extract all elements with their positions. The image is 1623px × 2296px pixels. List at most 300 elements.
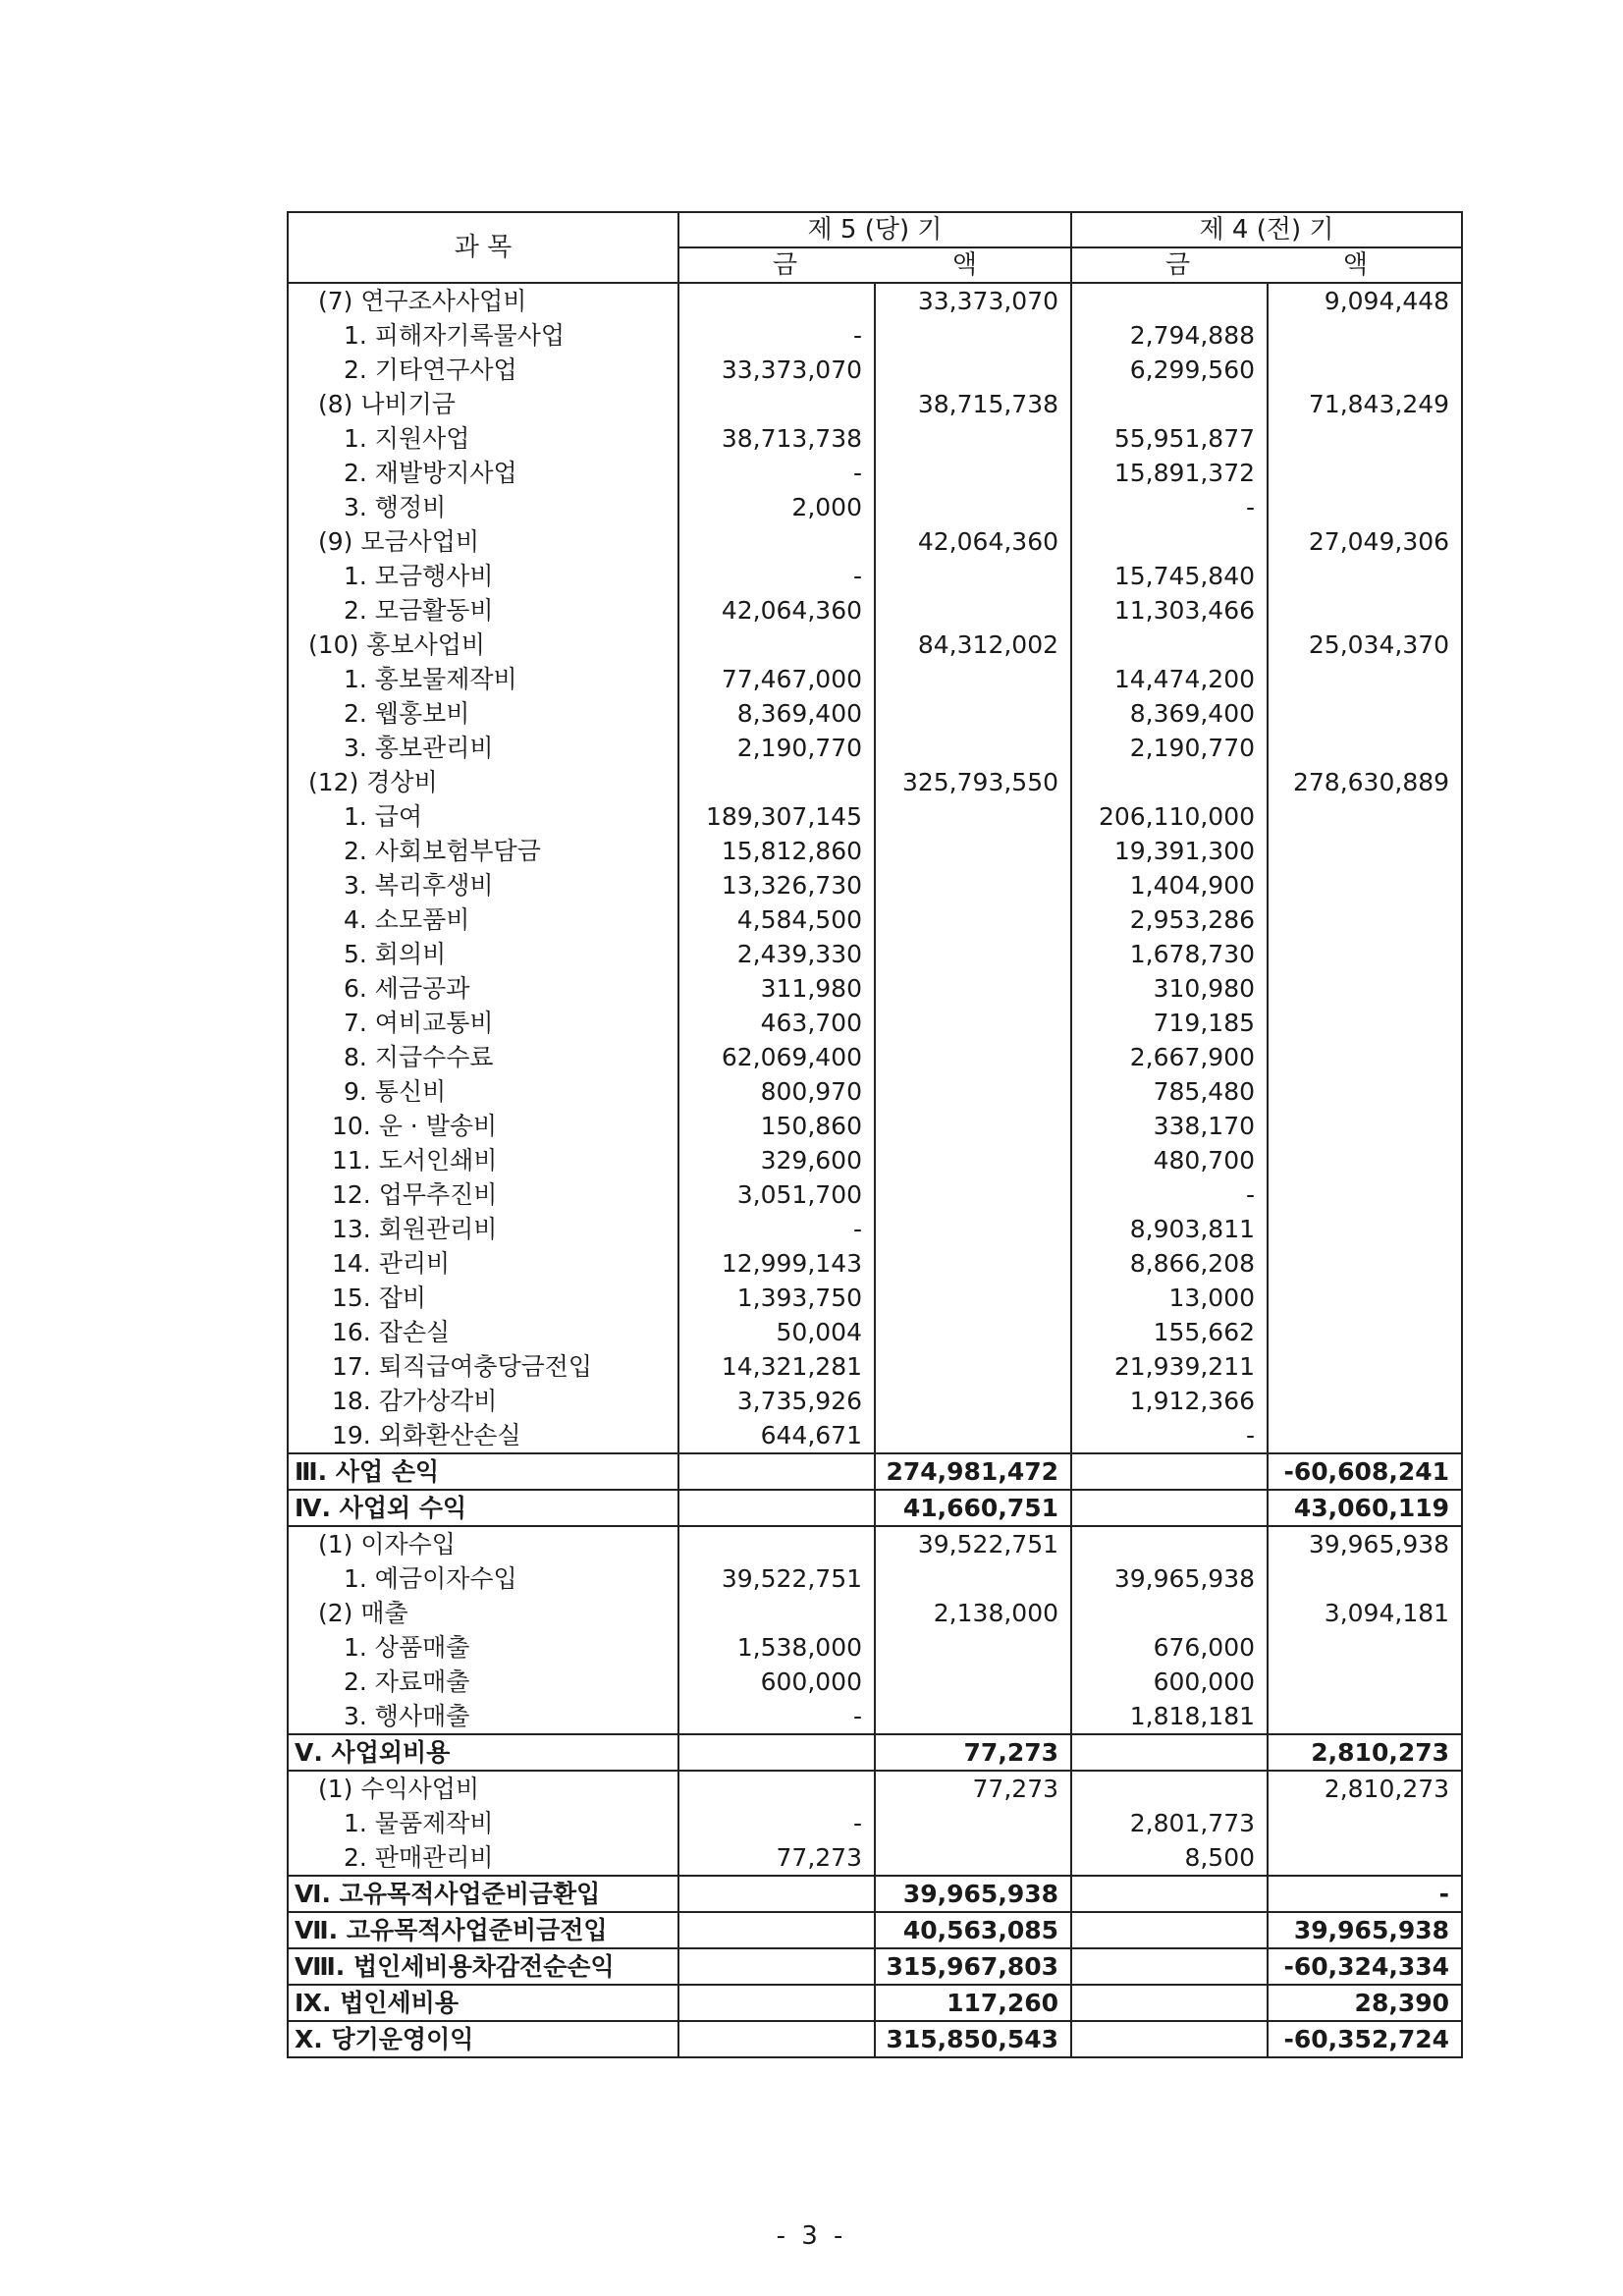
prior-amount-header [1071,247,1462,283]
current-detail-amount: 33,373,070 [678,353,875,387]
prior-total-amount [1268,559,1462,593]
current-detail-amount: 12,999,143 [678,1246,875,1281]
row-label: 16. 잡손실 [288,1315,678,1349]
row-label: Ⅵ. 고유목적사업준비금환입 [288,1876,678,1912]
current-total-amount [875,1384,1071,1418]
prior-detail-amount: 1,818,181 [1071,1699,1268,1734]
current-total-amount [875,1806,1071,1840]
current-amount-right: 액 [951,250,978,280]
prior-detail-amount: 11,303,466 [1071,593,1268,628]
prior-total-amount [1268,1109,1462,1143]
prior-detail-amount: 480,700 [1071,1143,1268,1177]
current-detail-amount: 4,584,500 [678,902,875,937]
table-row [288,1074,1462,1109]
current-total-amount [875,421,1071,456]
prior-detail-amount: 2,190,770 [1071,731,1268,765]
current-detail-amount: 3,051,700 [678,1177,875,1212]
table-row [288,1985,1462,2021]
table-row [288,1246,1462,1281]
current-detail-amount [678,765,875,799]
table-row [288,696,1462,731]
table-row [288,1418,1462,1453]
row-label: 3. 홍보관리비 [288,731,678,765]
current-total-amount [875,1840,1071,1876]
prior-detail-amount: 785,480 [1071,1074,1268,1109]
prior-detail-amount: 206,110,000 [1071,799,1268,834]
prior-detail-amount: 155,662 [1071,1315,1268,1349]
prior-total-amount: 25,034,370 [1268,628,1462,662]
current-total-amount [875,1349,1071,1384]
prior-total-amount [1268,1806,1462,1840]
table-body [288,283,1462,2057]
row-label: 2. 재발방지사업 [288,456,678,490]
current-total-amount [875,937,1071,971]
prior-total-amount [1268,1281,1462,1315]
prior-total-amount [1268,456,1462,490]
current-total-amount [875,1630,1071,1665]
row-label: 3. 복리후생비 [288,868,678,902]
current-total-amount [875,593,1071,628]
prior-detail-amount [1071,1453,1268,1490]
current-detail-amount: - [678,318,875,353]
row-label: (10) 홍보사업비 [288,628,678,662]
current-detail-amount [678,1771,875,1806]
current-detail-amount [678,1734,875,1771]
current-total-amount: 33,373,070 [875,283,1071,318]
prior-detail-amount: 1,912,366 [1071,1384,1268,1418]
prior-detail-amount: - [1071,1418,1268,1453]
table-row [288,1040,1462,1074]
prior-total-amount [1268,1630,1462,1665]
row-label: Ⅲ. 사업 손익 [288,1453,678,1490]
current-detail-amount: 2,000 [678,490,875,524]
current-detail-amount: 150,860 [678,1109,875,1143]
table-row [288,1143,1462,1177]
row-label: 15. 잡비 [288,1281,678,1315]
table-row [288,524,1462,559]
prior-detail-amount: 676,000 [1071,1630,1268,1665]
row-label: 8. 지급수수료 [288,1040,678,1074]
row-label: 1. 지원사업 [288,421,678,456]
current-detail-amount: - [678,456,875,490]
table-row [288,1734,1462,1771]
current-total-amount: 42,064,360 [875,524,1071,559]
prior-detail-amount [1071,1876,1268,1912]
current-amount-left: 금 [773,250,798,280]
prior-detail-amount: 8,903,811 [1071,1212,1268,1246]
current-total-amount [875,1074,1071,1109]
prior-total-amount: 39,965,938 [1268,1912,1462,1948]
table-row [288,731,1462,765]
current-period-header: 제 5 (당) 기 [678,212,1071,247]
row-label: (2) 매출 [288,1596,678,1630]
current-detail-amount [678,1876,875,1912]
prior-detail-amount: 600,000 [1071,1665,1268,1699]
current-total-amount: 2,138,000 [875,1596,1071,1630]
current-total-amount: 325,793,550 [875,765,1071,799]
page-number: - 3 - [776,2221,847,2251]
prior-total-amount [1268,1349,1462,1384]
prior-total-amount: -60,352,724 [1268,2021,1462,2057]
current-detail-amount: - [678,1806,875,1840]
current-detail-amount: 329,600 [678,1143,875,1177]
prior-total-amount: -60,608,241 [1268,1453,1462,1490]
current-detail-amount: 463,700 [678,1006,875,1040]
prior-detail-amount [1071,628,1268,662]
prior-detail-amount: 2,794,888 [1071,318,1268,353]
row-label: 19. 외화환산손실 [288,1418,678,1453]
table-row [288,1109,1462,1143]
current-total-amount [875,1143,1071,1177]
row-label: 13. 회원관리비 [288,1212,678,1246]
current-total-amount [875,456,1071,490]
prior-total-amount: 28,390 [1268,1985,1462,2021]
current-detail-amount: 644,671 [678,1418,875,1453]
prior-total-amount [1268,662,1462,696]
current-detail-amount: 800,970 [678,1074,875,1109]
prior-detail-amount [1071,387,1268,421]
table-row [288,421,1462,456]
table-row [288,799,1462,834]
row-label: 17. 퇴직급여충당금전입 [288,1349,678,1384]
table-row [288,1526,1462,1561]
current-detail-amount [678,1526,875,1561]
table-row [288,1490,1462,1526]
table-row [288,1596,1462,1630]
current-total-amount: 41,660,751 [875,1490,1071,1526]
prior-detail-amount: 21,939,211 [1071,1349,1268,1384]
table-row [288,971,1462,1006]
current-total-amount [875,902,1071,937]
prior-detail-amount [1071,1526,1268,1561]
prior-detail-amount [1071,1771,1268,1806]
table-row [288,868,1462,902]
current-total-amount [875,1418,1071,1453]
table-row [288,1876,1462,1912]
current-detail-amount: 42,064,360 [678,593,875,628]
row-label: Ⅸ. 법인세비용 [288,1985,678,2021]
table-row [288,1212,1462,1246]
prior-detail-amount: 2,801,773 [1071,1806,1268,1840]
current-detail-amount [678,1985,875,2021]
current-detail-amount: 14,321,281 [678,1349,875,1384]
prior-detail-amount: 8,866,208 [1071,1246,1268,1281]
row-label: 2. 사회보험부담금 [288,834,678,868]
current-total-amount [875,1315,1071,1349]
prior-detail-amount: 6,299,560 [1071,353,1268,387]
current-total-amount: 38,715,738 [875,387,1071,421]
prior-detail-amount [1071,765,1268,799]
current-total-amount [875,971,1071,1006]
prior-detail-amount: - [1071,1177,1268,1212]
current-detail-amount: 2,190,770 [678,731,875,765]
current-detail-amount [678,1453,875,1490]
table-row [288,387,1462,421]
row-label: 1. 물품제작비 [288,1806,678,1840]
current-total-amount: 40,563,085 [875,1912,1071,1948]
row-label: 2. 기타연구사업 [288,353,678,387]
row-label: 4. 소모품비 [288,902,678,937]
table-row [288,490,1462,524]
current-total-amount: 315,850,543 [875,2021,1071,2057]
prior-total-amount [1268,1665,1462,1699]
current-total-amount: 84,312,002 [875,628,1071,662]
current-detail-amount [678,628,875,662]
row-label: 12. 업무추진비 [288,1177,678,1212]
table-row [288,1840,1462,1876]
prior-total-amount [1268,421,1462,456]
current-detail-amount: 1,393,750 [678,1281,875,1315]
prior-total-amount [1268,731,1462,765]
row-label: 3. 행정비 [288,490,678,524]
current-detail-amount: 62,069,400 [678,1040,875,1074]
row-label: 5. 회의비 [288,937,678,971]
current-total-amount [875,1281,1071,1315]
table-row [288,1948,1462,1985]
prior-total-amount [1268,868,1462,902]
current-detail-amount [678,2021,875,2057]
row-label: Ⅶ. 고유목적사업준비금전입 [288,1912,678,1948]
current-total-amount [875,731,1071,765]
current-detail-amount: 77,467,000 [678,662,875,696]
row-label: 14. 관리비 [288,1246,678,1281]
current-detail-amount: 77,273 [678,1840,875,1876]
table-row [288,1630,1462,1665]
prior-total-amount: - [1268,1876,1462,1912]
income-statement-table [287,211,1463,2058]
prior-total-amount [1268,1384,1462,1418]
prior-detail-amount: 15,745,840 [1071,559,1268,593]
table-row [288,1281,1462,1315]
current-detail-amount [678,524,875,559]
current-total-amount [875,1040,1071,1074]
prior-total-amount [1268,1561,1462,1596]
prior-detail-amount: 55,951,877 [1071,421,1268,456]
row-label: 2. 웹홍보비 [288,696,678,731]
current-total-amount [875,559,1071,593]
row-label: 7. 여비교통비 [288,1006,678,1040]
current-detail-amount [678,1948,875,1985]
prior-total-amount [1268,1840,1462,1876]
table-row [288,1806,1462,1840]
current-detail-amount: 39,522,751 [678,1561,875,1596]
current-detail-amount [678,1596,875,1630]
row-label: 1. 급여 [288,799,678,834]
current-detail-amount: 8,369,400 [678,696,875,731]
row-label: Ⅴ. 사업외비용 [288,1734,678,1771]
prior-detail-amount [1071,1734,1268,1771]
prior-total-amount [1268,1418,1462,1453]
prior-total-amount: 71,843,249 [1268,387,1462,421]
table-row [288,1453,1462,1490]
table-row [288,1315,1462,1349]
row-label: 11. 도서인쇄비 [288,1143,678,1177]
prior-detail-amount [1071,1912,1268,1948]
row-label: (9) 모금사업비 [288,524,678,559]
table-row [288,662,1462,696]
prior-total-amount: 278,630,889 [1268,765,1462,799]
row-label: 3. 행사매출 [288,1699,678,1734]
current-total-amount [875,1699,1071,1734]
current-detail-amount: 15,812,860 [678,834,875,868]
current-total-amount [875,490,1071,524]
current-detail-amount: 600,000 [678,1665,875,1699]
current-total-amount: 39,522,751 [875,1526,1071,1561]
prior-total-amount [1268,1074,1462,1109]
prior-detail-amount [1071,1948,1268,1985]
current-total-amount [875,834,1071,868]
current-total-amount [875,1212,1071,1246]
current-detail-amount: 2,439,330 [678,937,875,971]
prior-detail-amount [1071,283,1268,318]
prior-total-amount [1268,1040,1462,1074]
row-label: 6. 세금공과 [288,971,678,1006]
table-row [288,937,1462,971]
prior-total-amount [1268,1006,1462,1040]
row-label: 10. 운 · 발송비 [288,1109,678,1143]
row-label: (1) 수익사업비 [288,1771,678,1806]
table-row [288,559,1462,593]
current-total-amount [875,1109,1071,1143]
table-row [288,318,1462,353]
current-total-amount: 77,273 [875,1771,1071,1806]
table-row [288,456,1462,490]
prior-total-amount [1268,937,1462,971]
row-label: 1. 홍보물제작비 [288,662,678,696]
current-total-amount [875,1561,1071,1596]
prior-total-amount: 2,810,273 [1268,1734,1462,1771]
prior-total-amount [1268,593,1462,628]
prior-total-amount [1268,902,1462,937]
prior-total-amount: 2,810,273 [1268,1771,1462,1806]
row-label: (1) 이자수입 [288,1526,678,1561]
prior-detail-amount [1071,524,1268,559]
row-label: 1. 상품매출 [288,1630,678,1665]
row-label: 2. 자료매출 [288,1665,678,1699]
current-detail-amount: 311,980 [678,971,875,1006]
current-detail-amount: - [678,559,875,593]
prior-detail-amount: 338,170 [1071,1109,1268,1143]
current-total-amount [875,353,1071,387]
current-detail-amount: 50,004 [678,1315,875,1349]
current-amount-header [678,247,1071,283]
prior-detail-amount: 14,474,200 [1071,662,1268,696]
row-label: (8) 나비기금 [288,387,678,421]
table-row [288,1384,1462,1418]
table-row [288,283,1462,318]
prior-amount-left: 금 [1165,250,1191,280]
prior-total-amount [1268,971,1462,1006]
current-total-amount [875,1665,1071,1699]
current-detail-amount: 13,326,730 [678,868,875,902]
prior-detail-amount: 19,391,300 [1071,834,1268,868]
prior-detail-amount: 8,500 [1071,1840,1268,1876]
prior-detail-amount: 15,891,372 [1071,456,1268,490]
table-row [288,902,1462,937]
table-row [288,593,1462,628]
prior-detail-amount: 1,678,730 [1071,937,1268,971]
row-label: 9. 통신비 [288,1074,678,1109]
table-row [288,2021,1462,2057]
current-total-amount: 117,260 [875,1985,1071,2021]
prior-total-amount [1268,1143,1462,1177]
current-detail-amount [678,283,875,318]
prior-period-header: 제 4 (전) 기 [1071,212,1462,247]
row-label: (7) 연구조사사업비 [288,283,678,318]
current-detail-amount: 38,713,738 [678,421,875,456]
prior-detail-amount: 2,953,286 [1071,902,1268,937]
current-total-amount: 274,981,472 [875,1453,1071,1490]
table-row [288,1006,1462,1040]
prior-detail-amount [1071,1985,1268,2021]
row-label: 1. 모금행사비 [288,559,678,593]
prior-detail-amount: 2,667,900 [1071,1040,1268,1074]
table-row [288,1771,1462,1806]
current-detail-amount: - [678,1699,875,1734]
current-total-amount [875,696,1071,731]
prior-total-amount [1268,318,1462,353]
current-total-amount [875,1177,1071,1212]
prior-detail-amount: - [1071,490,1268,524]
prior-detail-amount: 310,980 [1071,971,1268,1006]
current-total-amount [875,662,1071,696]
row-label: Ⅷ. 법인세비용차감전순손익 [288,1948,678,1985]
prior-detail-amount [1071,2021,1268,2057]
table-header [288,212,1462,283]
prior-total-amount: 43,060,119 [1268,1490,1462,1526]
table-row [288,1912,1462,1948]
table-row [288,353,1462,387]
table-row [288,1699,1462,1734]
current-total-amount [875,799,1071,834]
row-label: (12) 경상비 [288,765,678,799]
row-label: 1. 예금이자수입 [288,1561,678,1596]
table-row [288,1665,1462,1699]
prior-total-amount: 39,965,938 [1268,1526,1462,1561]
prior-total-amount [1268,1177,1462,1212]
prior-total-amount [1268,1246,1462,1281]
row-label: 18. 감가상각비 [288,1384,678,1418]
current-detail-amount: 189,307,145 [678,799,875,834]
table-row [288,1561,1462,1596]
prior-total-amount: 9,094,448 [1268,283,1462,318]
table-row [288,765,1462,799]
row-label: Ⅳ. 사업외 수익 [288,1490,678,1526]
prior-detail-amount: 1,404,900 [1071,868,1268,902]
current-total-amount: 315,967,803 [875,1948,1071,1985]
prior-total-amount [1268,799,1462,834]
prior-detail-amount: 8,369,400 [1071,696,1268,731]
subject-header: 과 목 [288,212,678,283]
table-row [288,1349,1462,1384]
row-label: 2. 모금활동비 [288,593,678,628]
current-detail-amount [678,387,875,421]
prior-amount-right: 액 [1342,250,1369,280]
prior-detail-amount: 39,965,938 [1071,1561,1268,1596]
prior-total-amount [1268,834,1462,868]
row-label: Ⅹ. 당기운영이익 [288,2021,678,2057]
prior-total-amount [1268,1699,1462,1734]
prior-detail-amount [1071,1490,1268,1526]
current-total-amount [875,1006,1071,1040]
prior-total-amount [1268,353,1462,387]
current-total-amount [875,868,1071,902]
prior-total-amount: -60,324,334 [1268,1948,1462,1985]
prior-total-amount [1268,1212,1462,1246]
prior-detail-amount: 719,185 [1071,1006,1268,1040]
current-detail-amount: 3,735,926 [678,1384,875,1418]
prior-detail-amount: 13,000 [1071,1281,1268,1315]
